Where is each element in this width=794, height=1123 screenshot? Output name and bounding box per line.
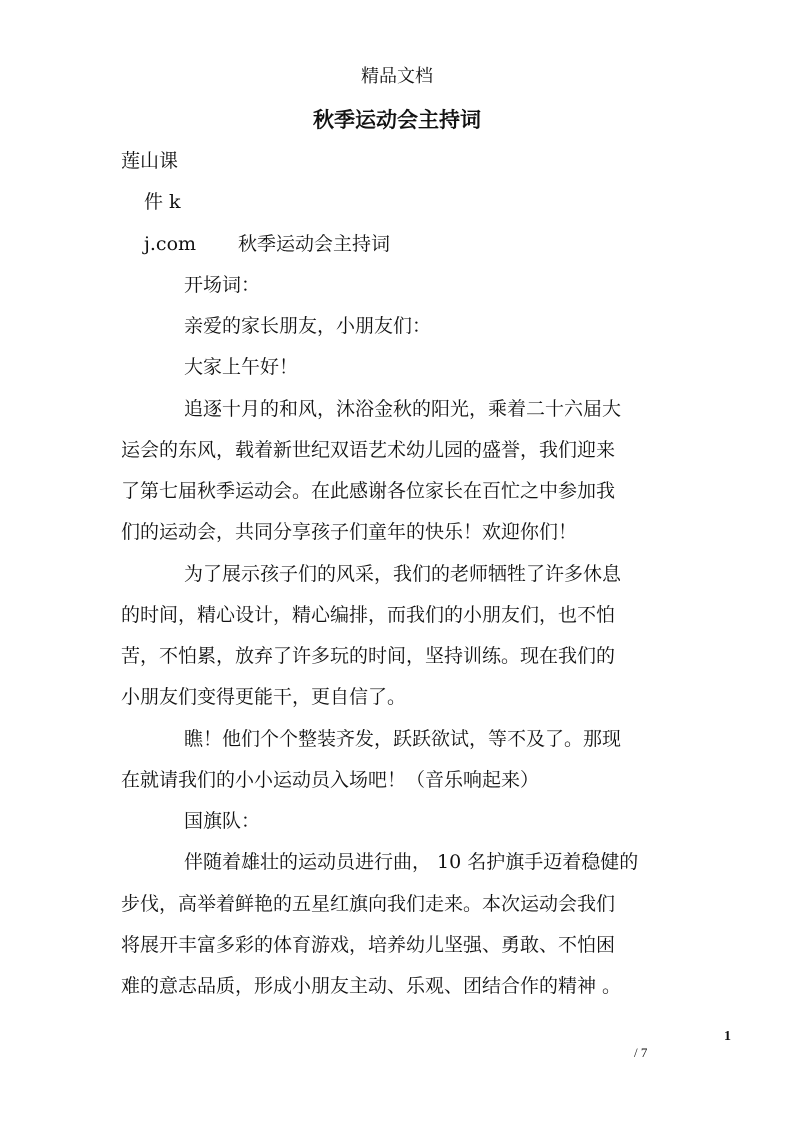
body-line: 为了展示孩子们的风采，我们的老师牺牲了许多休息: [184, 563, 622, 585]
page-number: 1: [724, 1029, 731, 1044]
intro-line-3a: j.com: [144, 233, 197, 255]
intro-line-3b: 秋季运动会主持词: [238, 233, 391, 255]
body-line: 将展开丰富多彩的体育游戏，培养幼儿坚强、勇敢、不怕困: [121, 934, 616, 956]
body-line: 了第七届秋季运动会。在此感谢各位家长在百忙之中参加我: [121, 480, 616, 502]
body-line: 追逐十月的和风，沐浴金秋的阳光，乘着二十六届大: [184, 398, 622, 420]
body-line: 的时间，精心设计，精心编排，而我们的小朋友们，也不怕: [121, 604, 616, 626]
body-line: 国旗队：: [184, 810, 261, 832]
document-title: 秋季运动会主持词: [313, 107, 481, 132]
body-line: 难的意志品质，形成小朋友主动、乐观、团结合作的精神 。: [121, 975, 622, 997]
body-line: 开场词：: [184, 274, 261, 296]
intro-line-2: 件 k: [144, 191, 181, 213]
page-total: / 7: [634, 1045, 648, 1060]
body-line: 伴随着雄壮的运动员进行曲， 10 名护旗手迈着稳健的: [184, 851, 639, 873]
body-line: 步伐，高举着鲜艳的五星红旗向我们走来。本次运动会我们: [121, 893, 616, 915]
body-line: 大家上午好！: [184, 356, 299, 378]
body-line: 在就请我们的小小运动员入场吧！（音乐响起来）: [121, 769, 540, 791]
body-line: 小朋友们变得更能干，更自信了。: [121, 686, 407, 708]
body-line: 苦，不怕累，放弃了许多玩的时间，坚持训练。现在我们的: [121, 645, 616, 667]
intro-line-1: 莲山课: [121, 150, 179, 172]
body-line: 运会的东风，载着新世纪双语艺术幼儿园的盛誉，我们迎来: [121, 439, 616, 461]
document-header: 精品文档: [361, 66, 433, 87]
body-line: 们的运动会，共同分享孩子们童年的快乐！欢迎你们！: [121, 521, 578, 543]
body-line: 瞧！他们个个整装齐发，跃跃欲试，等不及了。那现: [184, 728, 622, 750]
body-line: 亲爱的家长朋友，小朋友们：: [184, 315, 432, 337]
